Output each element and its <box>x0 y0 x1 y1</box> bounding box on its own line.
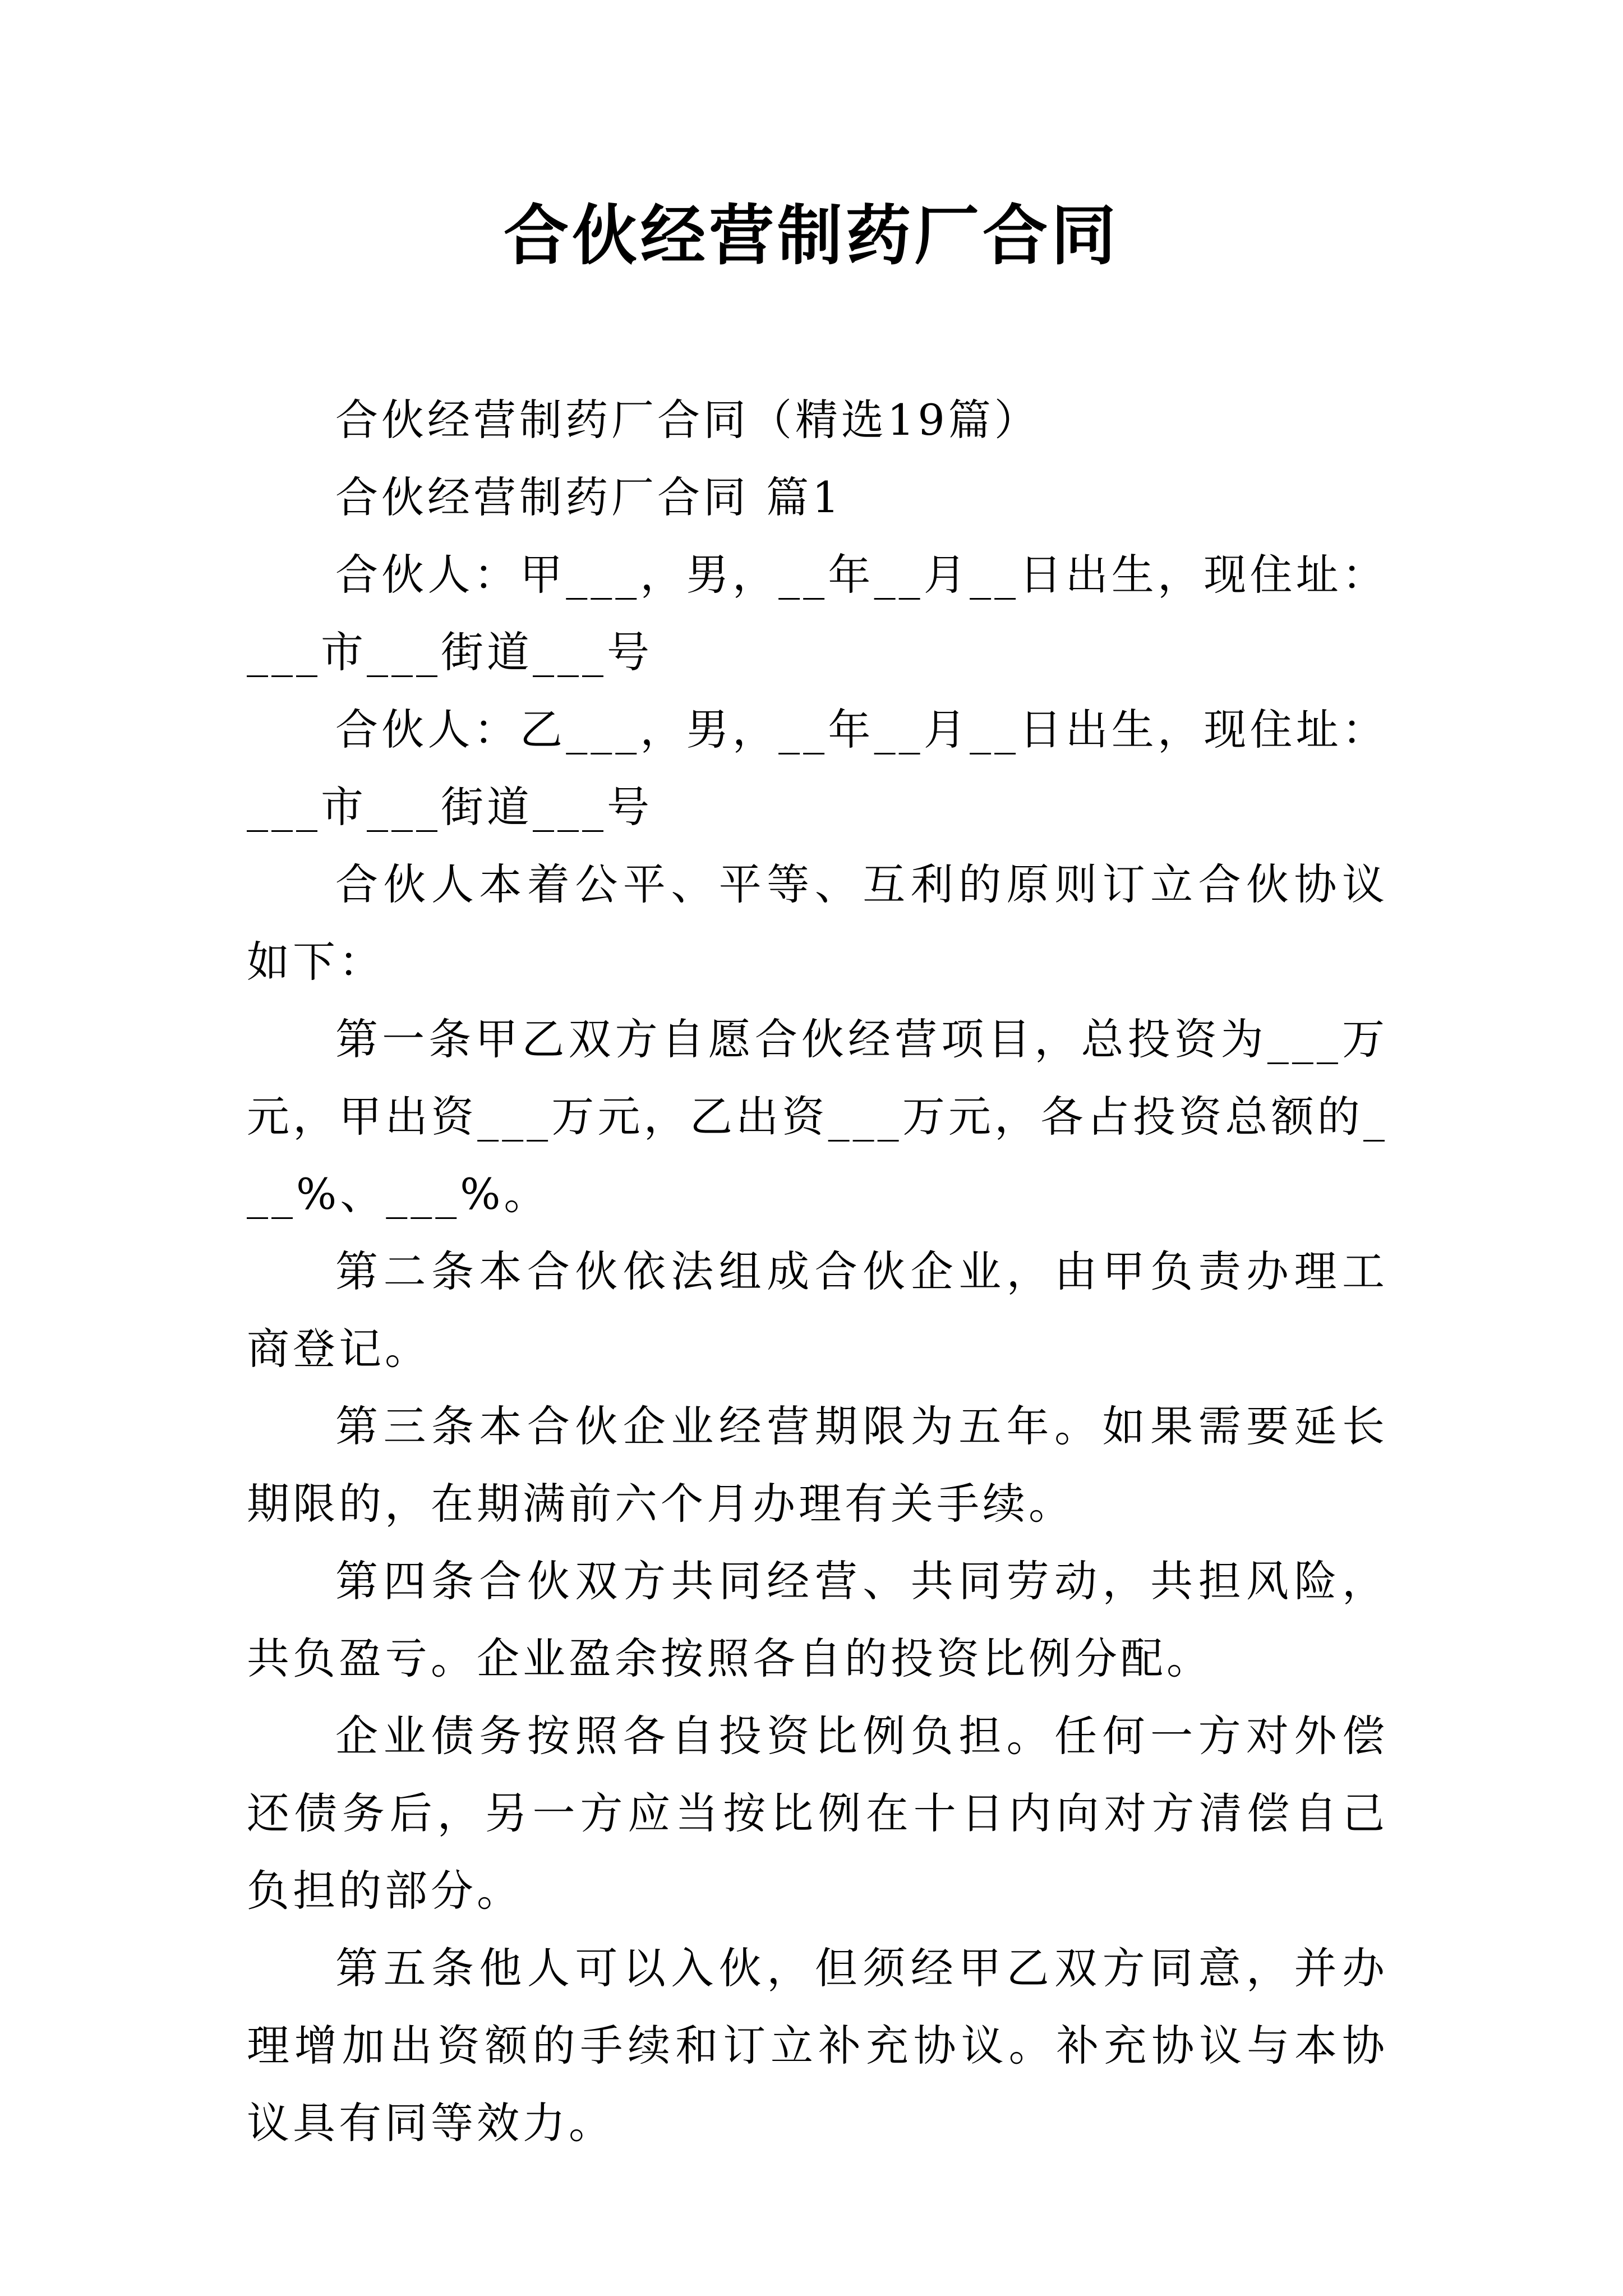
paragraph-partner-a: 合伙人：甲___，男，__年__月__日出生，现住址：___市___街道___号 <box>247 550 1388 677</box>
paragraph-article-3: 第三条本合伙企业经营期限为五年。如果需要延长期限的，在期满前六个月办理有关手续。 <box>247 1401 1388 1529</box>
paragraph-preamble: 合伙人本着公平、平等、互利的原则订立合伙协议如下： <box>247 859 1388 987</box>
paragraph-article-1: 第一条甲乙双方自愿合伙经营项目，总投资为___万元，甲出资___万元，乙出资___万元，各占投资总额的___%、___%。 <box>247 1014 1388 1219</box>
paragraph-partner-b: 合伙人：乙___，男，__年__月__日出生，现住址：___市___街道___号 <box>247 705 1388 832</box>
paragraph-article-5: 第五条他人可以入伙，但须经甲乙双方同意，并办理增加出资额的手续和订立补充协议。补充协议与本协议具有同等效力。 <box>247 1943 1388 2148</box>
document-title: 合伙经营制药厂合同 <box>504 197 1119 274</box>
paragraph-debt: 企业债务按照各自投资比例负担。任何一方对外偿还债务后，另一方应当按比例在十日内向对方清偿自己负担的部分。 <box>247 1711 1388 1916</box>
paragraph-article-2: 第二条本合伙依法组成合伙企业，由甲负责办理工商登记。 <box>247 1246 1388 1374</box>
paragraph-article-4: 第四条合伙双方共同经营、共同劳动，共担风险，共负盈亏。企业盈余按照各自的投资比例分配。 <box>247 1556 1388 1683</box>
document-body <box>247 381 1388 2162</box>
paragraph-subtitle: 合伙经营制药厂合同（精选19篇） <box>335 395 1040 445</box>
paragraph-section-heading: 合伙经营制药厂合同 篇1 <box>335 472 843 522</box>
